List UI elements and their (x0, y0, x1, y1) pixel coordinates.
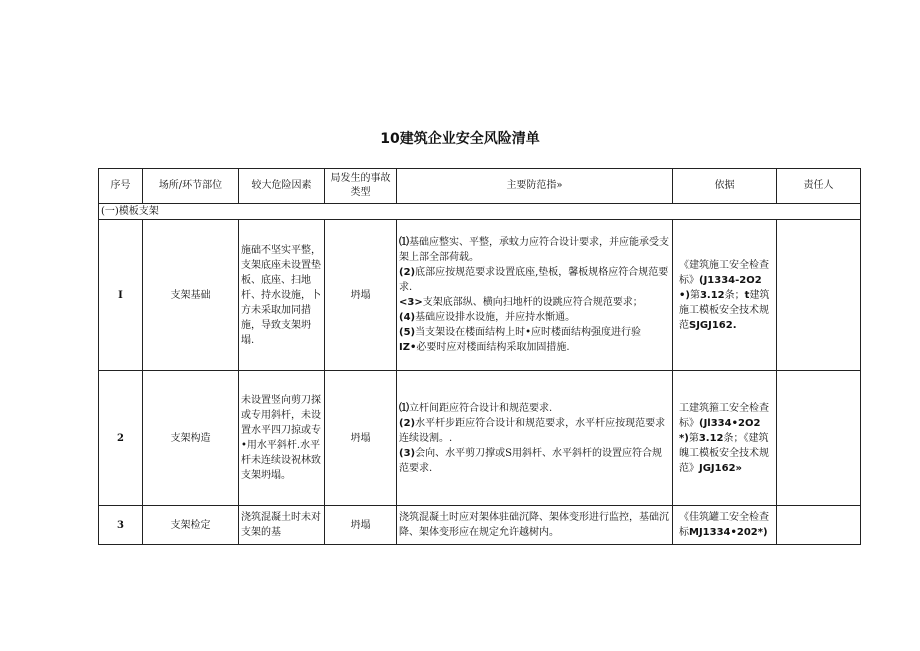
row-basis (673, 506, 777, 545)
row-accident: 坍塌 (325, 506, 397, 545)
measure-text: 当支架设在楼面结构上时•应时楼面结构强度进行验 (415, 327, 642, 338)
row-accident: 坍塌 (325, 371, 397, 506)
measure-mark: ⑴ (399, 237, 409, 248)
measure-text: 基础应设排水设施，并应持水惭通。 (415, 312, 576, 323)
basis-code: 3.12 (698, 432, 724, 444)
measure-item (399, 235, 670, 265)
measure-item (399, 416, 670, 446)
measure-text: 浇筑混凝土时应对架体驻础沉降、架体变形进行监控，基础沉降、架体变形应在规定允许越树内。 (399, 512, 669, 538)
measure-item (399, 295, 670, 310)
measure-text: 基础应整实、平整，承蚊力应符合设计要求，并应能承受支架上部全部荷载。 (399, 237, 669, 263)
risk-table (98, 168, 861, 545)
measure-mark: (2) (399, 267, 416, 278)
row-place: 支架基础 (143, 220, 239, 371)
measure-mark: (5) (399, 327, 416, 338)
row-no: I (99, 220, 143, 371)
basis-text: 《建筑魄工模板安全技术规范》 (679, 432, 769, 474)
basis-text: 第 (688, 432, 699, 444)
measure-mark: (4) (399, 312, 416, 323)
row-owner (777, 371, 861, 506)
row-owner (777, 220, 861, 371)
measure-item (399, 510, 670, 540)
measure-mark: (3) (399, 447, 416, 459)
measure-item (399, 340, 670, 355)
basis-text: 《佳筑罐工安全检查标 (679, 512, 769, 538)
measure-item (399, 310, 670, 325)
row-no: 3 (99, 506, 143, 545)
header-row (99, 169, 861, 204)
measure-item (399, 401, 670, 416)
row-place: 支架构造 (143, 371, 239, 506)
measure-item (399, 446, 670, 476)
row-basis (673, 371, 777, 506)
header-place: 场所/环节部位 (143, 169, 239, 204)
measure-item (399, 325, 670, 340)
measure-text: 会向、水平剪刀撑或S用斜杆、水平斜杆的设置应符合规范要求. (399, 447, 662, 474)
page-title: 10建筑企业安全风险清单 (380, 131, 540, 147)
row-hazard: 施础不坚实平整，支架底座未设置垫板、底座、扫地杆、持水设施，卜方未采取加同措施，导致支架坍塌. (239, 220, 325, 371)
basis-text: 工建筑箍工安全检查标》 (679, 402, 769, 429)
row-measures (397, 371, 673, 506)
header-basis: 依据 (673, 169, 777, 204)
header-accident: 局发生的事故类型 (325, 169, 397, 204)
measure-text: 底部应按规范要求设置底座,垫板，馨板规格应符合规范要求. (399, 267, 669, 293)
basis-text: 《建筑施工安全检查标 (679, 259, 769, 286)
header-no: 序号 (99, 169, 143, 204)
basis-code: MJ1334•202*) (689, 527, 768, 538)
basis-text: 条； (723, 432, 744, 444)
measure-text: 支架底部纵、横向扫地杆的设跳应符合规范要求； (422, 297, 643, 308)
table-row (99, 506, 861, 545)
measure-text: 水平杆步距应符合设计和规范要求，水平杆应按现范要求连续设割。. (399, 417, 666, 444)
header-measures: 主要防范指» (397, 169, 673, 204)
measure-mark: IZ• (399, 342, 417, 353)
row-measures (397, 506, 673, 545)
basis-text: 》 (689, 274, 699, 286)
basis-code: JGJ162» (699, 462, 742, 474)
header-hazard: 较大危险因素 (239, 169, 325, 204)
measure-text: 必要时应对楼面结构采取加固措施. (416, 342, 570, 353)
basis-code: t (744, 289, 750, 301)
section-row (99, 204, 861, 220)
basis-code: S (689, 319, 697, 331)
basis-code: (Jl334•2O2*) (679, 417, 761, 444)
table-row (99, 220, 861, 371)
header-owner: 责任人 (777, 169, 861, 204)
row-hazard: 浇筑混凝土时未对支架的基 (239, 506, 325, 545)
basis-code: (J1334-2O2•) (679, 274, 762, 301)
measure-mark: (2) (399, 417, 416, 429)
basis-text: 条； (724, 289, 745, 301)
table-row (99, 371, 861, 506)
measure-item (399, 265, 670, 295)
section-title: (一)模板支架 (99, 204, 861, 220)
row-accident: 坍塌 (325, 220, 397, 371)
measure-mark: ⑴ (399, 402, 409, 414)
row-no: 2 (99, 371, 143, 506)
basis-text: 第 (689, 289, 700, 301)
basis-code: JGJ162. (696, 319, 737, 331)
row-basis (673, 220, 777, 371)
row-hazard: 未设置竖向剪刀探或专用斜杆，未设置水平四刀掠或专•用水平斜杆.水平杆未连续设祝林致支架坍塌。 (239, 371, 325, 506)
basis-text: 建筑施工模板安全技术规范 (679, 289, 770, 331)
row-measures (397, 220, 673, 371)
row-place: 支架检定 (143, 506, 239, 545)
measure-mark: <3> (399, 297, 423, 308)
measure-text: 立杆间距应符合设计和规范要求. (409, 402, 553, 414)
basis-code: 3.12 (699, 289, 725, 301)
row-owner (777, 506, 861, 545)
